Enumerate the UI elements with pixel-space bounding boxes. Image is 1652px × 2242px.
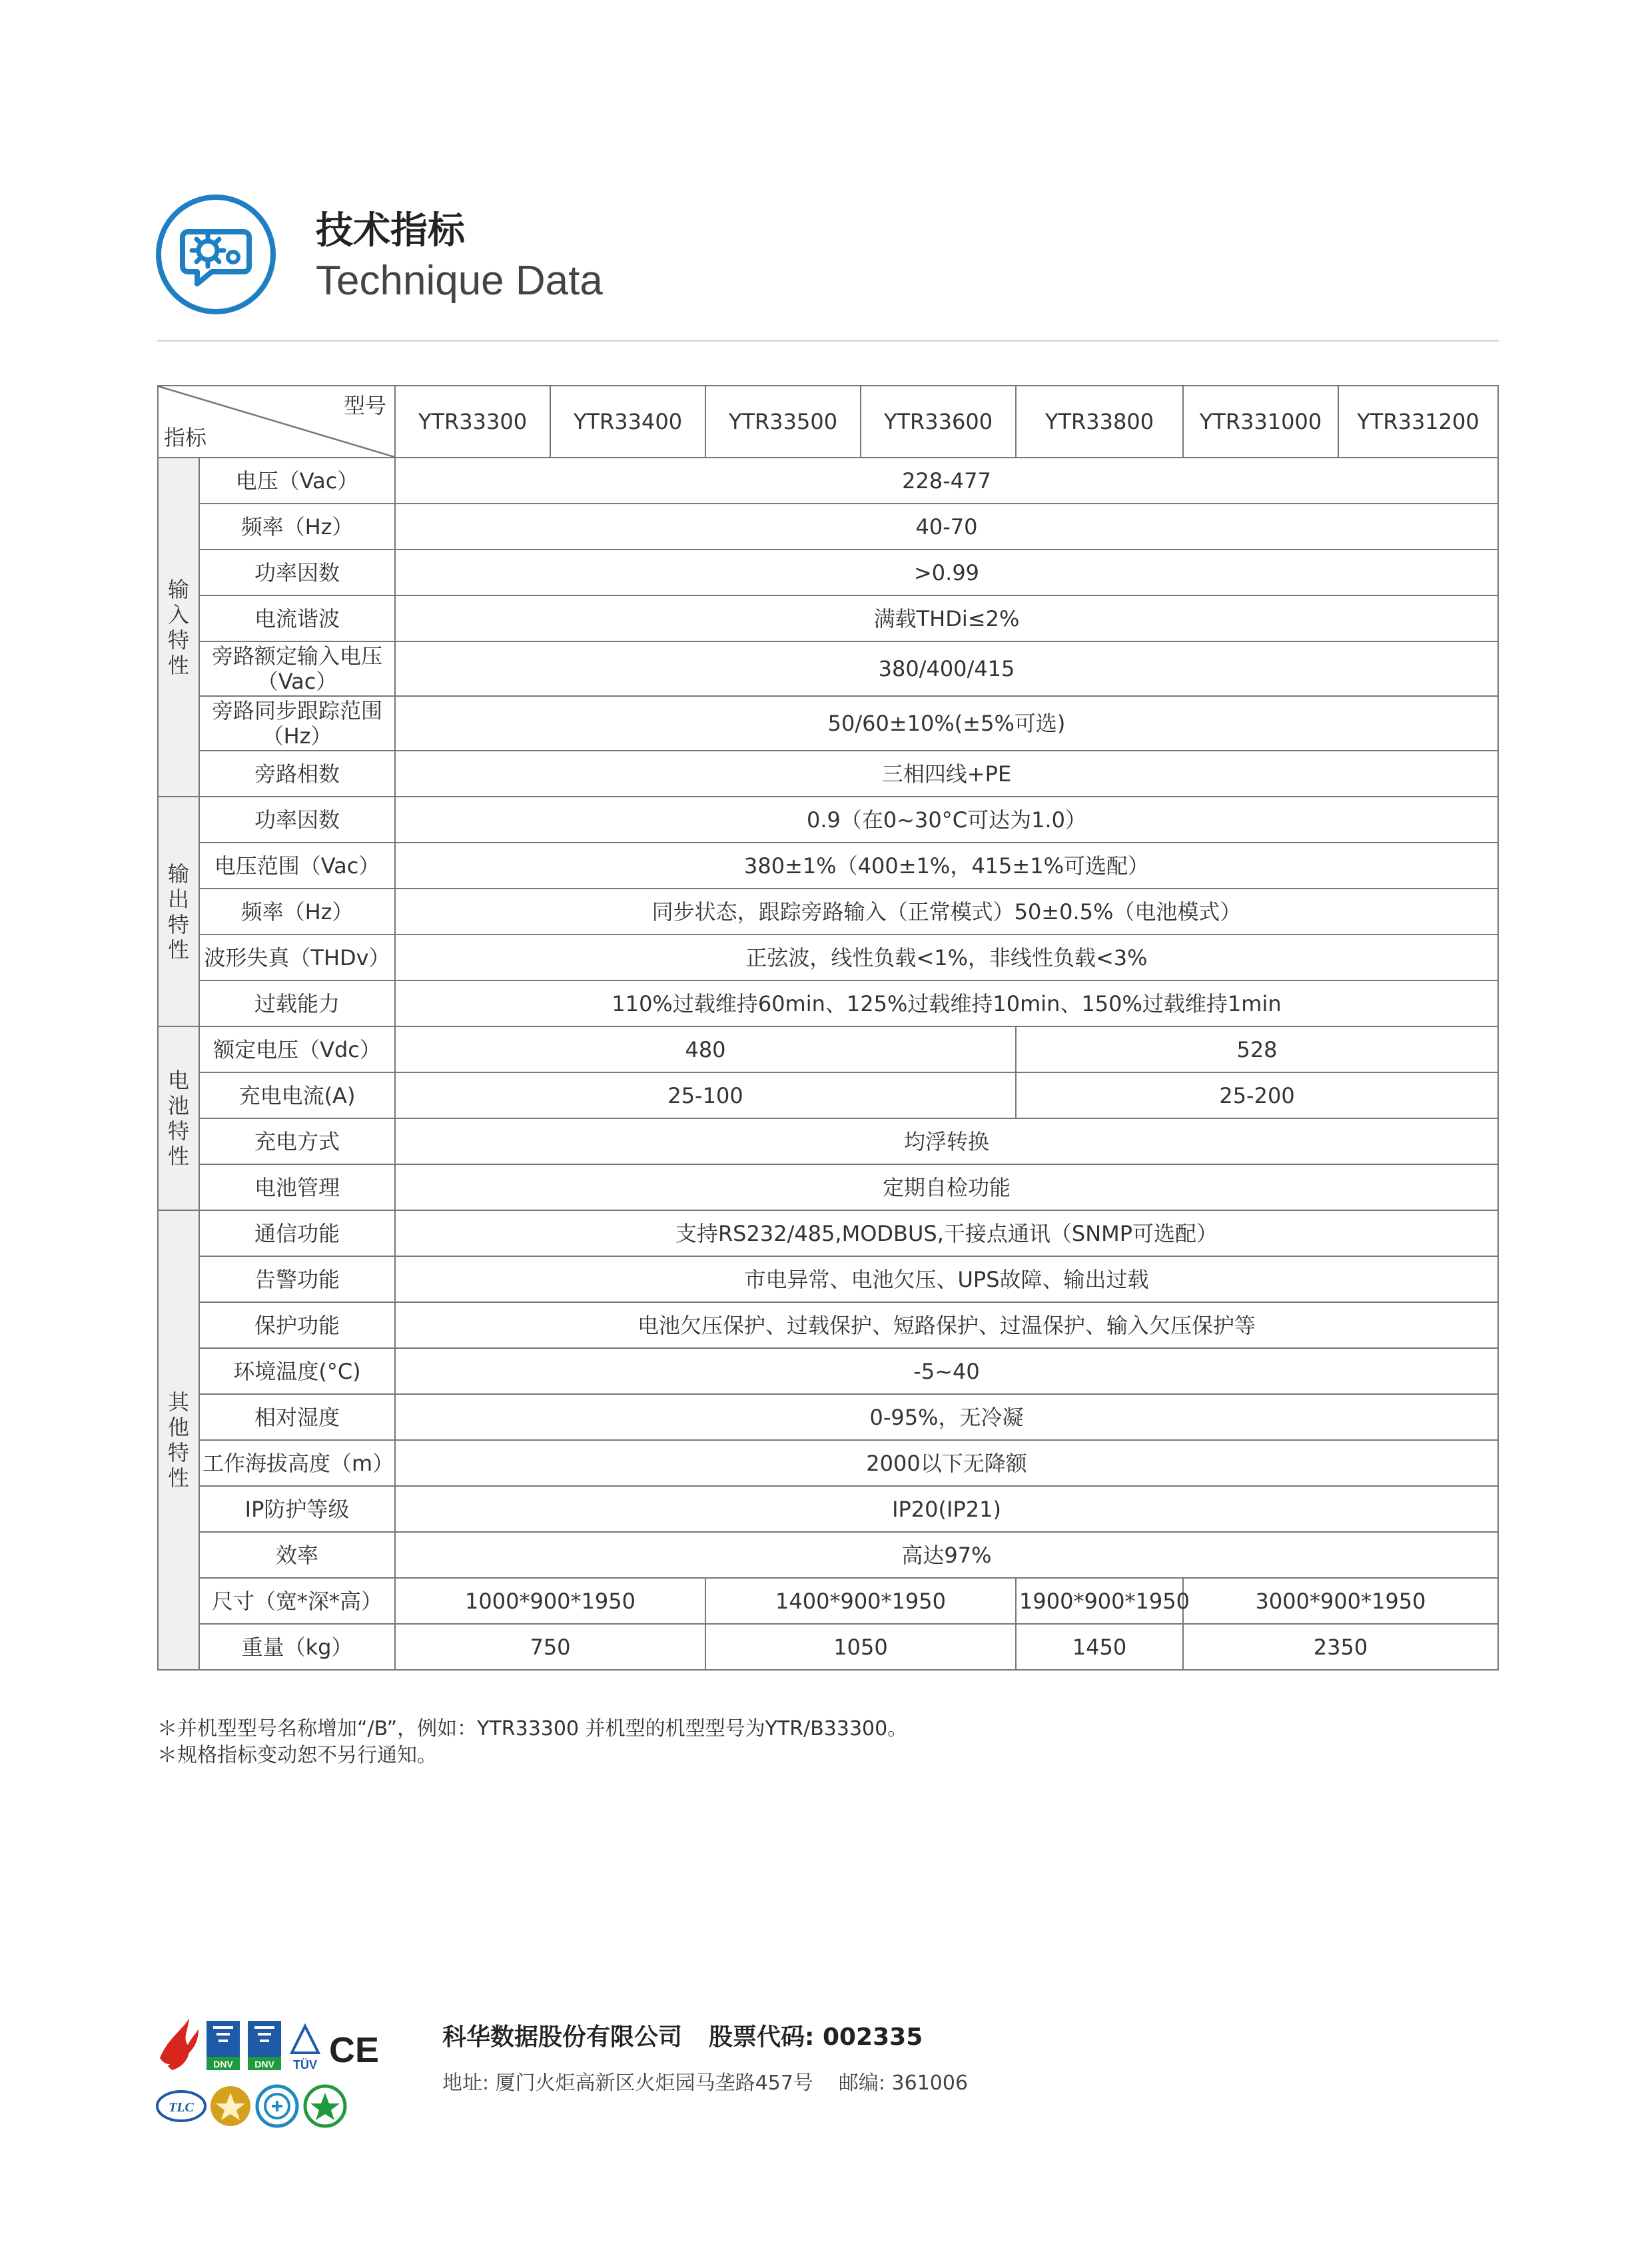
row-label: 尺寸（宽*深*高）: [199, 1578, 395, 1624]
group-input: 输 入 特 性: [158, 458, 199, 797]
row-value: 1900*900*1950: [1016, 1578, 1183, 1624]
row-value: 支持RS232/485,MODBUS,干接点通讯（SNMP可选配）: [395, 1210, 1498, 1256]
model-header: YTR33400: [550, 386, 705, 458]
tuv-logo-icon: [292, 2026, 318, 2071]
row-label: 充电方式: [199, 1118, 395, 1164]
svg-text:TLC: TLC: [169, 2100, 194, 2115]
row-label: 重量（kg）: [199, 1624, 395, 1670]
table-row: [158, 1578, 1498, 1624]
row-value: 3000*900*1950: [1183, 1578, 1498, 1624]
model-header: YTR33500: [705, 386, 861, 458]
row-value: 380/400/415: [395, 641, 1498, 696]
row-value: 2350: [1183, 1624, 1498, 1670]
row-label: 保护功能: [199, 1302, 395, 1348]
table-row: [158, 595, 1498, 641]
model-header: YTR331000: [1183, 386, 1338, 458]
model-header: YTR331200: [1338, 386, 1498, 458]
row-label: 频率（Hz）: [199, 504, 395, 550]
row-value: 市电异常、电池欠压、UPS故障、输出过载: [395, 1256, 1498, 1302]
row-label: 充电电流(A): [199, 1072, 395, 1118]
row-value: 高达97%: [395, 1532, 1498, 1578]
footnote: ＊并机型型号名称增加“/B”，例如：YTR33300 并机型的机型型号为YTR/B33300。: [157, 1717, 908, 1740]
table-row: [158, 1440, 1498, 1486]
table-row: [158, 797, 1498, 843]
row-label: 功率因数: [199, 550, 395, 595]
row-label: 电压范围（Vac）: [199, 843, 395, 889]
row-value: 1450: [1016, 1624, 1183, 1670]
spec-table: [157, 385, 1499, 1671]
row-label: 频率（Hz）: [199, 889, 395, 934]
row-label: 通信功能: [199, 1210, 395, 1256]
model-header: YTR33600: [861, 386, 1016, 458]
row-value: 均浮转换: [395, 1118, 1498, 1164]
table-row: [158, 1026, 1498, 1072]
row-value: 228-477: [395, 458, 1498, 504]
table-row: [158, 889, 1498, 934]
certification-logos: [155, 2012, 434, 2131]
row-value: 40-70: [395, 504, 1498, 550]
address-line: [442, 2066, 968, 2095]
row-value: 480: [395, 1026, 1016, 1072]
table-row: [158, 1394, 1498, 1440]
row-value: 同步状态，跟踪旁路输入（正常模式）50±0.5%（电池模式）: [395, 889, 1498, 934]
svg-text:DNV: DNV: [254, 2059, 274, 2069]
row-value: 电池欠压保护、过载保护、短路保护、过温保护、输入欠压保护等: [395, 1302, 1498, 1348]
row-value: 750: [395, 1624, 705, 1670]
table-row: [158, 1210, 1498, 1256]
row-label: 额定电压（Vdc）: [199, 1026, 395, 1072]
row-label: 工作海拔高度（m）: [199, 1440, 395, 1486]
row-label: 波形失真（THDv）: [199, 934, 395, 980]
table-row: [158, 550, 1498, 595]
table-row: [158, 641, 1498, 696]
row-value: 定期自检功能: [395, 1164, 1498, 1210]
company-line: [442, 2018, 923, 2052]
page-title: 技术指标: [316, 209, 465, 252]
row-value: 25-200: [1016, 1072, 1498, 1118]
table-row: [158, 1164, 1498, 1210]
row-value: >0.99: [395, 550, 1498, 595]
table-row: [158, 980, 1498, 1026]
row-value: 1050: [705, 1624, 1016, 1670]
row-label: 过载能力: [199, 980, 395, 1026]
table-row: [158, 504, 1498, 550]
dnv-logo-icon: [206, 2021, 240, 2070]
table-row: [158, 843, 1498, 889]
ce-logo-icon: CE: [329, 2030, 380, 2070]
group-battery: 电 池 特 性: [158, 1026, 199, 1210]
table-row: [158, 1532, 1498, 1578]
gear-chat-icon: [155, 193, 277, 316]
group-other: 其 他 特 性: [158, 1210, 199, 1670]
row-label: 告警功能: [199, 1256, 395, 1302]
row-label: 电池管理: [199, 1164, 395, 1210]
row-value: 满载THDi≤2%: [395, 595, 1498, 641]
row-value: 380±1%（400±1%，415±1%可选配）: [395, 843, 1498, 889]
table-row: [158, 1256, 1498, 1302]
row-label: 电压（Vac）: [199, 458, 395, 504]
company-logo-icon: [160, 2018, 199, 2070]
row-label: 旁路相数: [199, 751, 395, 797]
svg-text:TÜV: TÜV: [293, 2058, 317, 2071]
company-name: 科华数据股份有限公司: [442, 2024, 683, 2051]
row-label: 环境温度(°C): [199, 1348, 395, 1394]
page-subtitle: Technique Data: [316, 258, 603, 304]
table-row: [158, 458, 1498, 504]
table-row: [158, 1072, 1498, 1118]
table-row: [158, 1486, 1498, 1532]
header-divider: [157, 340, 1499, 342]
table-row: [158, 1118, 1498, 1164]
row-value: 1000*900*1950: [395, 1578, 705, 1624]
row-value: 25-100: [395, 1072, 1016, 1118]
row-value: 2000以下无降额: [395, 1440, 1498, 1486]
table-row: [158, 1302, 1498, 1348]
corner-index-label: 指标: [164, 425, 207, 450]
corner-model-label: 型号: [343, 393, 386, 418]
row-value: 0-95%，无冷凝: [395, 1394, 1498, 1440]
row-value: 0.9（在0~30°C可达为1.0）: [395, 797, 1498, 843]
blue-seal-icon: [257, 2086, 297, 2126]
row-label: 旁路同步跟踪范围 （Hz）: [199, 696, 395, 751]
zip-code: 邮编: 361006: [838, 2071, 969, 2095]
table-header-row: [158, 386, 1498, 458]
row-value: 528: [1016, 1026, 1498, 1072]
group-output: 输 出 特 性: [158, 797, 199, 1026]
row-label: 电流谐波: [199, 595, 395, 641]
row-value: 三相四线+PE: [395, 751, 1498, 797]
address: 地址: 厦门火炬高新区火炬园马垄路457号: [442, 2071, 813, 2095]
row-label: 旁路额定输入电压 （Vac）: [199, 641, 395, 696]
table-row: [158, 934, 1498, 980]
table-row: [158, 751, 1498, 797]
row-value: -5~40: [395, 1348, 1498, 1394]
tlc-logo-icon: [157, 2091, 205, 2121]
model-header: YTR33300: [395, 386, 550, 458]
row-label: 效率: [199, 1532, 395, 1578]
row-label: 功率因数: [199, 797, 395, 843]
table-row: [158, 1624, 1498, 1670]
footnote: ＊规格指标变动恕不另行通知。: [157, 1744, 437, 1767]
gold-seal-icon: [210, 2086, 250, 2126]
row-label: 相对湿度: [199, 1394, 395, 1440]
table-row: [158, 696, 1498, 751]
table-corner-cell: [158, 386, 395, 458]
table-row: [158, 1348, 1498, 1394]
row-value: 正弦波，线性负载<1%，非线性负载<3%: [395, 934, 1498, 980]
svg-text:DNV: DNV: [213, 2059, 233, 2069]
row-value: 1400*900*1950: [705, 1578, 1016, 1624]
green-seal-icon: [305, 2086, 345, 2126]
row-value: 50/60±10%(±5%可选): [395, 696, 1498, 751]
dnv-logo-icon: [248, 2021, 281, 2070]
row-value: 110%过载维持60min、125%过载维持10min、150%过载维持1min: [395, 980, 1498, 1026]
row-label: IP防护等级: [199, 1486, 395, 1532]
stock-code: 股票代码: 002335: [709, 2024, 923, 2051]
model-header: YTR33800: [1016, 386, 1183, 458]
row-value: IP20(IP21): [395, 1486, 1498, 1532]
